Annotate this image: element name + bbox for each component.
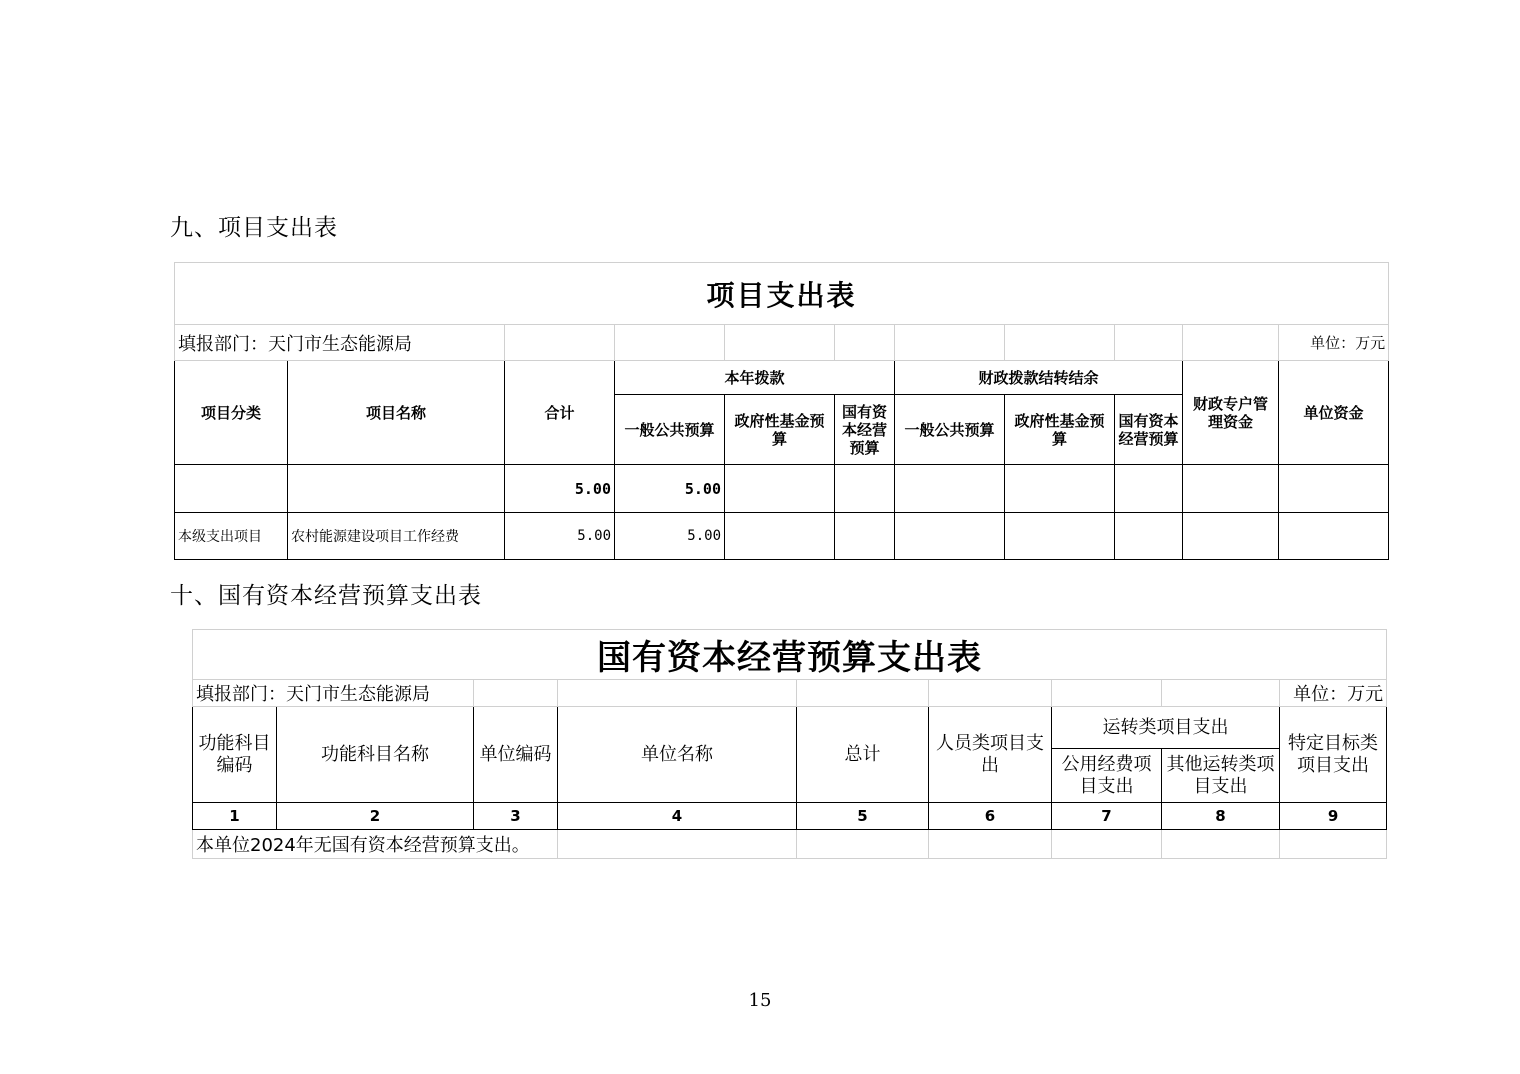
header-personnel: 人员类项目支出 bbox=[929, 707, 1052, 803]
header-co-state-capital: 国有资本经营预算 bbox=[1115, 395, 1183, 465]
table2-dept: 填报部门：天门市生态能源局 bbox=[193, 680, 474, 707]
header-unit-funds: 单位资金 bbox=[1279, 361, 1389, 465]
state-capital-budget-table bbox=[192, 629, 1387, 859]
row-general-public: 5.00 bbox=[615, 513, 725, 560]
index-cell: 7 bbox=[1052, 803, 1162, 830]
section10-heading: 十、国有资本经营预算支出表 bbox=[170, 583, 482, 609]
project-expenditure-table bbox=[174, 262, 1389, 560]
section9-heading: 九、项目支出表 bbox=[170, 215, 338, 241]
header-unit-code: 单位编码 bbox=[474, 707, 558, 803]
header-operation: 运转类项目支出 bbox=[1052, 707, 1280, 749]
table1-title: 项目支出表 bbox=[175, 263, 1389, 325]
header-other-operation: 其他运转类项目支出 bbox=[1162, 749, 1280, 803]
total-row-total: 5.00 bbox=[505, 465, 615, 513]
header-name: 项目名称 bbox=[288, 361, 505, 465]
header-category: 项目分类 bbox=[175, 361, 288, 465]
page-number: 15 bbox=[748, 990, 772, 1011]
table2-title: 国有资本经营预算支出表 bbox=[193, 630, 1387, 680]
header-carryover: 财政拨款结转结余 bbox=[895, 361, 1183, 395]
table2-note: 本单位2024年无国有资本经营预算支出。 bbox=[193, 830, 558, 859]
index-cell: 4 bbox=[558, 803, 797, 830]
header-func-code: 功能科目编码 bbox=[193, 707, 277, 803]
total-row-general-public: 5.00 bbox=[615, 465, 725, 513]
header-func-name: 功能科目名称 bbox=[277, 707, 474, 803]
table1-unit: 单位：万元 bbox=[1279, 325, 1389, 361]
index-cell: 1 bbox=[193, 803, 277, 830]
table1-dept: 填报部门：天门市生态能源局 bbox=[175, 325, 505, 361]
header-co-gov-fund: 政府性基金预算 bbox=[1005, 395, 1115, 465]
header-special-account: 财政专户管理资金 bbox=[1183, 361, 1279, 465]
table-row bbox=[175, 513, 1389, 560]
header-total: 总计 bbox=[797, 707, 929, 803]
index-cell: 6 bbox=[929, 803, 1052, 830]
header-co-general-public: 一般公共预算 bbox=[895, 395, 1005, 465]
index-cell: 5 bbox=[797, 803, 929, 830]
header-unit-name: 单位名称 bbox=[558, 707, 797, 803]
row-name: 农村能源建设项目工作经费 bbox=[288, 513, 505, 560]
header-cy-state-capital: 国有资本经营预算 bbox=[835, 395, 895, 465]
index-cell: 9 bbox=[1280, 803, 1387, 830]
table2-unit: 单位：万元 bbox=[1280, 680, 1387, 707]
header-cy-gov-fund: 政府性基金预算 bbox=[725, 395, 835, 465]
total-row bbox=[175, 465, 1389, 513]
index-row bbox=[193, 803, 1387, 830]
index-cell: 8 bbox=[1162, 803, 1280, 830]
header-total: 合计 bbox=[505, 361, 615, 465]
header-current-year: 本年拨款 bbox=[615, 361, 895, 395]
row-category: 本级支出项目 bbox=[175, 513, 288, 560]
header-cy-general-public: 一般公共预算 bbox=[615, 395, 725, 465]
index-cell: 2 bbox=[277, 803, 474, 830]
header-public-expense: 公用经费项目支出 bbox=[1052, 749, 1162, 803]
index-cell: 3 bbox=[474, 803, 558, 830]
header-specific: 特定目标类项目支出 bbox=[1280, 707, 1387, 803]
row-total: 5.00 bbox=[505, 513, 615, 560]
